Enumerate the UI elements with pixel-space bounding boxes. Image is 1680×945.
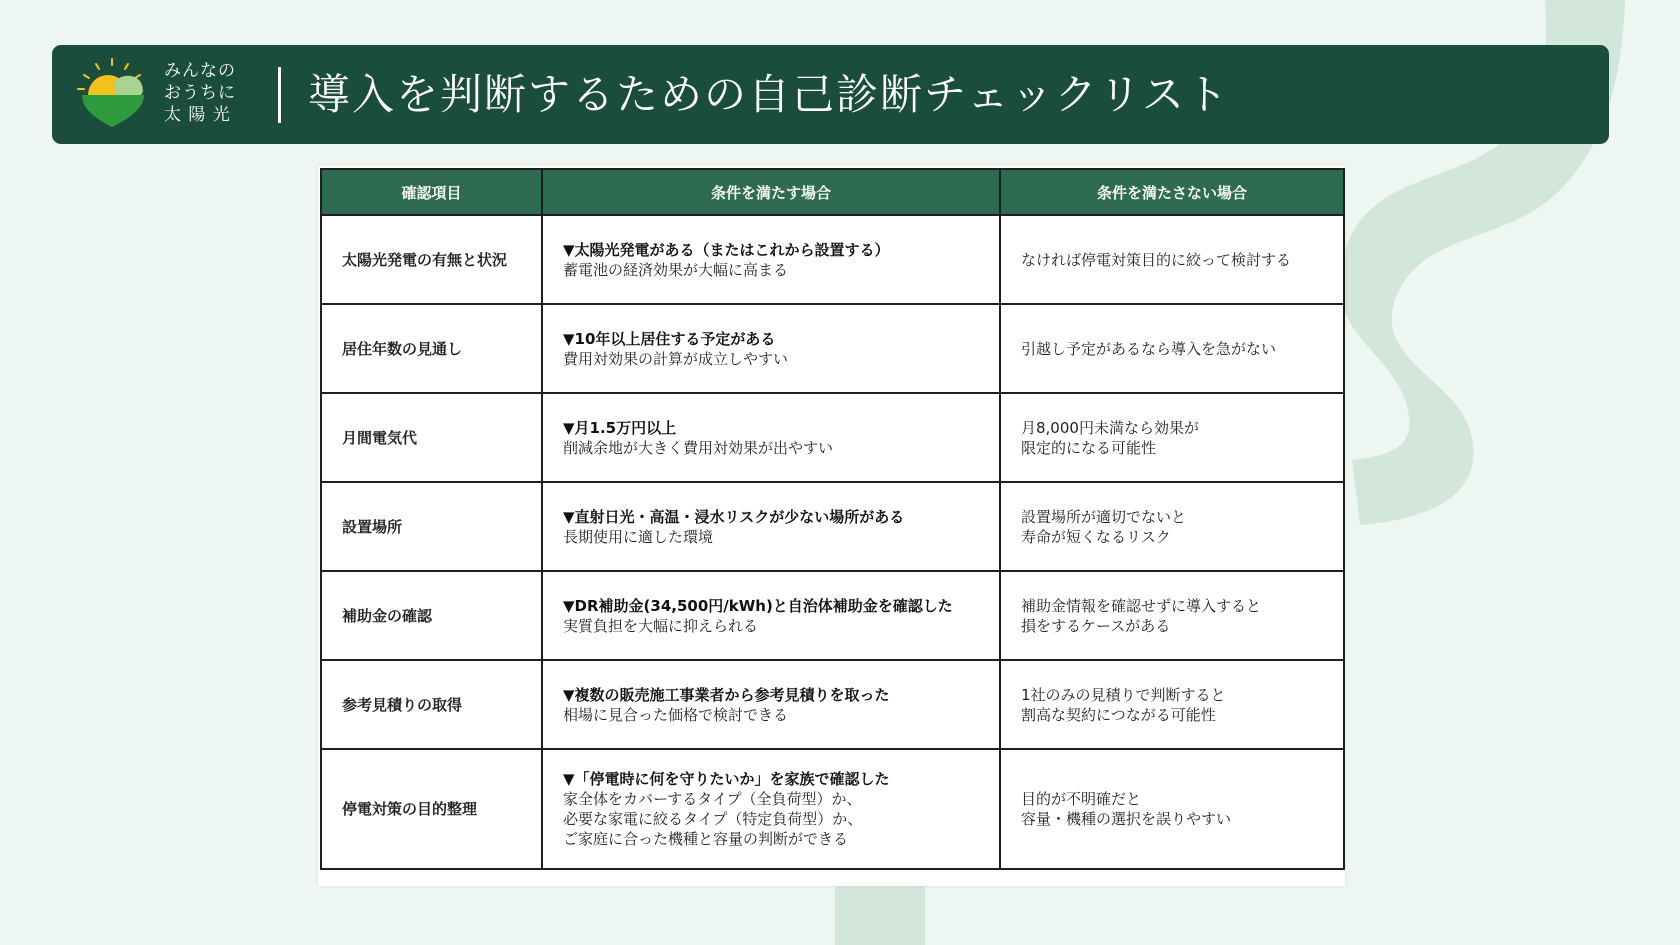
not-meets-text: 引越し予定があるなら導入を急がない — [1021, 339, 1277, 358]
column-header-not-meets: 条件を満たさない場合 — [1000, 169, 1344, 215]
check-item-cell: 月間電気代 — [321, 393, 542, 482]
not-meets-text: 容量・機種の選択を誤りやすい — [1021, 810, 1232, 828]
not-meets-text: 補助金情報を確認せずに導入すると — [1021, 596, 1262, 615]
header-divider — [278, 67, 281, 123]
meets-detail: 長期使用に適した環境 — [563, 527, 714, 546]
meets-detail: 費用対効果の計算が成立しやすい — [563, 349, 789, 368]
checklist-table — [320, 168, 1345, 870]
meets-heading: ▼DR補助金(34,500円/kWh)と自治体補助金を確認した — [563, 596, 953, 615]
meets-heading: ▼複数の販売施工事業者から参考見積りを取った — [563, 685, 890, 704]
table-row — [321, 571, 1344, 660]
not-meets-cell — [1000, 215, 1344, 304]
table-row — [321, 304, 1344, 393]
meets-cell — [542, 749, 1000, 869]
meets-heading: ▼月1.5万円以上 — [563, 418, 677, 437]
meets-detail: ご家庭に合った機種と容量の判断ができる — [563, 830, 849, 848]
table-header-row — [321, 169, 1344, 215]
meets-heading: ▼直射日光・高温・浸水リスクが少ない場所がある — [563, 507, 905, 526]
meets-heading: ▼10年以上居住する予定がある — [563, 329, 776, 348]
check-item-cell: 停電対策の目的整理 — [321, 749, 542, 869]
meets-cell — [542, 215, 1000, 304]
logo-line: みんなの — [164, 61, 236, 81]
logo-line: おうちに — [164, 83, 236, 103]
not-meets-cell — [1000, 304, 1344, 393]
not-meets-text: 割高な契約につながる可能性 — [1021, 705, 1216, 724]
table-row — [321, 393, 1344, 482]
meets-heading: ▼「停電時に何を守りたいか」を家族で確認した — [563, 770, 890, 788]
not-meets-cell — [1000, 393, 1344, 482]
meets-detail: 蓄電池の経済効果が大幅に高まる — [563, 260, 789, 279]
logo-line: 太 陽 光 — [164, 105, 231, 125]
check-item-cell: 居住年数の見通し — [321, 304, 542, 393]
check-item-cell: 参考見積りの取得 — [321, 660, 542, 749]
table-row — [321, 215, 1344, 304]
meets-detail: 削減余地が大きく費用対効果が出やすい — [563, 438, 834, 457]
column-header-meets: 条件を満たす場合 — [542, 169, 1000, 215]
not-meets-text: 設置場所が適切でないと — [1021, 507, 1187, 526]
not-meets-text: なければ停電対策目的に絞って検討する — [1021, 250, 1292, 269]
header-bar — [52, 45, 1609, 144]
column-header-item: 確認項目 — [321, 169, 542, 215]
not-meets-text: 損をするケースがある — [1021, 616, 1171, 635]
meets-detail: 相場に見合った価格で検討できる — [563, 705, 789, 724]
not-meets-cell — [1000, 482, 1344, 571]
table-row — [321, 749, 1344, 869]
not-meets-text: 月8,000円未満なら効果が — [1021, 418, 1199, 437]
check-item-cell: 補助金の確認 — [321, 571, 542, 660]
table-row — [321, 660, 1344, 749]
page-title: 導入を判断するための自己診断チェックリスト — [308, 70, 1230, 119]
meets-detail: 実質負担を大幅に抑えられる — [563, 616, 759, 635]
meets-cell — [542, 482, 1000, 571]
meets-cell — [542, 393, 1000, 482]
checklist-table-container — [318, 166, 1345, 886]
not-meets-text: 寿命が短くなるリスク — [1021, 527, 1171, 546]
not-meets-cell — [1000, 749, 1344, 869]
not-meets-cell — [1000, 660, 1344, 749]
meets-detail: 家全体をカバーするタイプ（全負荷型）か、 — [563, 790, 862, 808]
meets-cell — [542, 304, 1000, 393]
meets-detail: 必要な家電に絞るタイプ（特定負荷型）か、 — [563, 810, 863, 828]
check-item-cell: 設置場所 — [321, 482, 542, 571]
meets-cell — [542, 660, 1000, 749]
check-item-cell: 太陽光発電の有無と状況 — [321, 215, 542, 304]
not-meets-text: 1社のみの見積りで判断すると — [1021, 685, 1226, 704]
meets-cell — [542, 571, 1000, 660]
not-meets-text: 限定的になる可能性 — [1021, 438, 1157, 457]
not-meets-text: 目的が不明確だと — [1021, 790, 1142, 808]
not-meets-cell — [1000, 571, 1344, 660]
table-row — [321, 482, 1344, 571]
sun-heart-logo-icon — [74, 57, 150, 129]
meets-heading: ▼太陽光発電がある（またはこれから設置する） — [563, 240, 890, 259]
logo-text — [164, 60, 294, 126]
